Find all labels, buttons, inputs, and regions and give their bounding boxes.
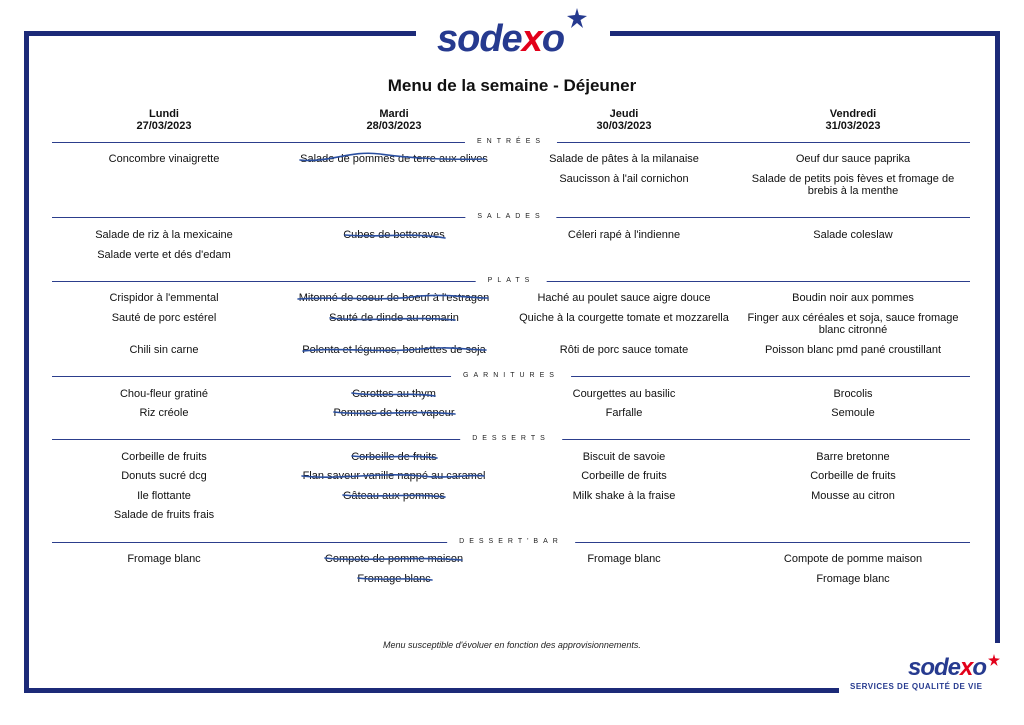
menu-item: Finger aux céréales et soja, sauce fromage blanc citronné bbox=[747, 312, 959, 336]
menu-item: Carottes au thym bbox=[352, 388, 436, 400]
menu-item: Rôti de porc sauce tomate bbox=[559, 344, 689, 356]
menu-item: Compote de pomme maison bbox=[324, 553, 464, 565]
day-header bbox=[524, 108, 724, 132]
sodexo-logo: sodexo bbox=[437, 8, 597, 62]
menu-item: Corbeille de fruits bbox=[810, 470, 896, 482]
day-name: Mardi bbox=[379, 108, 409, 120]
menu-item: Courgettes au basilic bbox=[572, 388, 676, 400]
section-label: SALADES bbox=[465, 211, 556, 223]
menu-item: Haché au poulet sauce aigre douce bbox=[537, 292, 711, 304]
frame-bottom bbox=[24, 688, 839, 693]
section-divider bbox=[52, 370, 970, 382]
menu-item: Sauté de dinde au romarin bbox=[329, 312, 459, 324]
day-name: Jeudi bbox=[609, 108, 639, 120]
menu-item: Ile flottante bbox=[137, 490, 191, 502]
menu-item: Concombre vinaigrette bbox=[108, 153, 220, 165]
menu-item: Pommes de terre vapeur bbox=[333, 407, 455, 419]
menu-item: Barre bretonne bbox=[816, 451, 890, 463]
section-divider bbox=[52, 136, 970, 148]
menu-item: Corbeille de fruits bbox=[121, 451, 207, 463]
section-label: DESSERT'BAR bbox=[447, 536, 575, 548]
menu-item: Poisson blanc pmd pané croustillant bbox=[764, 344, 942, 356]
menu-item: Chili sin carne bbox=[129, 344, 199, 356]
menu-item: Fromage blanc bbox=[587, 553, 661, 565]
menu-item: Milk shake à la fraise bbox=[572, 490, 676, 502]
menu-item: Sauté de porc estérel bbox=[111, 312, 217, 324]
frame-top-left bbox=[24, 31, 416, 36]
section-divider bbox=[52, 433, 970, 445]
menu-item: Salade de pâtes à la milanaise bbox=[549, 153, 699, 165]
menu-item: Biscuit de savoie bbox=[582, 451, 666, 463]
menu-item: Polenta et légumes, boulettes de soja bbox=[302, 344, 486, 356]
menu-item: Mitonné de coeur de boeuf à l'estragon bbox=[298, 292, 490, 304]
menu-item: Riz créole bbox=[139, 407, 189, 419]
sodexo-logo-bottom: sodexo SERVICES DE QUALITÉ DE VIE bbox=[846, 654, 1006, 696]
menu-item: Saucisson à l'ail cornichon bbox=[559, 173, 689, 185]
menu-item: Brocolis bbox=[833, 388, 873, 400]
menu-item: Salade de riz à la mexicaine bbox=[95, 229, 233, 241]
menu-item: Céleri rapé à l'indienne bbox=[567, 229, 681, 241]
day-date: 31/03/2023 bbox=[825, 120, 881, 132]
day-date: 30/03/2023 bbox=[596, 120, 652, 132]
section-divider bbox=[52, 275, 970, 287]
section-label: DESSERTS bbox=[460, 433, 562, 445]
menu-item: Fromage blanc bbox=[127, 553, 201, 565]
frame-top-right bbox=[610, 31, 1000, 36]
menu-item: Compote de pomme maison bbox=[783, 553, 923, 565]
day-name: Lundi bbox=[149, 108, 179, 120]
day-header bbox=[753, 108, 953, 132]
section-label: GARNITURES bbox=[451, 370, 571, 382]
menu-item: Salade de petits pois fèves et fromage de brebis à la menthe bbox=[751, 173, 955, 197]
section-label: PLATS bbox=[476, 275, 547, 287]
section-divider bbox=[52, 211, 970, 223]
star-icon bbox=[988, 654, 1000, 666]
section-divider bbox=[52, 536, 970, 548]
star-icon bbox=[567, 8, 587, 28]
menu-item: Donuts sucré dcg bbox=[121, 470, 207, 482]
day-name: Vendredi bbox=[829, 108, 877, 120]
frame-left bbox=[24, 31, 29, 693]
menu-item: Mousse au citron bbox=[811, 490, 895, 502]
day-date: 27/03/2023 bbox=[136, 120, 192, 132]
menu-item: Semoule bbox=[831, 407, 875, 419]
menu-item: Salade de fruits frais bbox=[113, 509, 215, 521]
menu-item: Cubes de betteraves bbox=[343, 229, 445, 241]
footnote: Menu susceptible d'évoluer en fonction des approvisionnements. bbox=[383, 640, 641, 650]
page-title: Menu de la semaine - Déjeuner bbox=[387, 76, 637, 95]
section-label: ENTRÉES bbox=[465, 136, 557, 148]
menu-item: Fromage blanc bbox=[357, 573, 431, 585]
menu-item: Corbeille de fruits bbox=[351, 451, 437, 463]
menu-item: Corbeille de fruits bbox=[581, 470, 667, 482]
menu-item: Quiche à la courgette tomate et mozzarella bbox=[519, 312, 729, 324]
menu-item: Boudin noir aux pommes bbox=[792, 292, 914, 304]
menu-item: Farfalle bbox=[605, 407, 643, 419]
menu-item: Salade coleslaw bbox=[813, 229, 893, 241]
menu-item: Fromage blanc bbox=[816, 573, 890, 585]
menu-item: Gâteau aux pommes bbox=[342, 490, 446, 502]
menu-item: Flan saveur vanille nappé au caramel bbox=[302, 470, 486, 482]
menu-item: Salade de pommes de terre aux olives bbox=[300, 153, 488, 165]
menu-item: Oeuf dur sauce paprika bbox=[795, 153, 911, 165]
menu-item: Crispidor à l'emmental bbox=[109, 292, 219, 304]
day-date: 28/03/2023 bbox=[366, 120, 422, 132]
frame-right bbox=[995, 31, 1000, 643]
menu-item: Salade verte et dés d'edam bbox=[97, 249, 231, 261]
day-header bbox=[64, 108, 264, 132]
menu-item: Chou-fleur gratiné bbox=[119, 388, 209, 400]
day-header bbox=[294, 108, 494, 132]
